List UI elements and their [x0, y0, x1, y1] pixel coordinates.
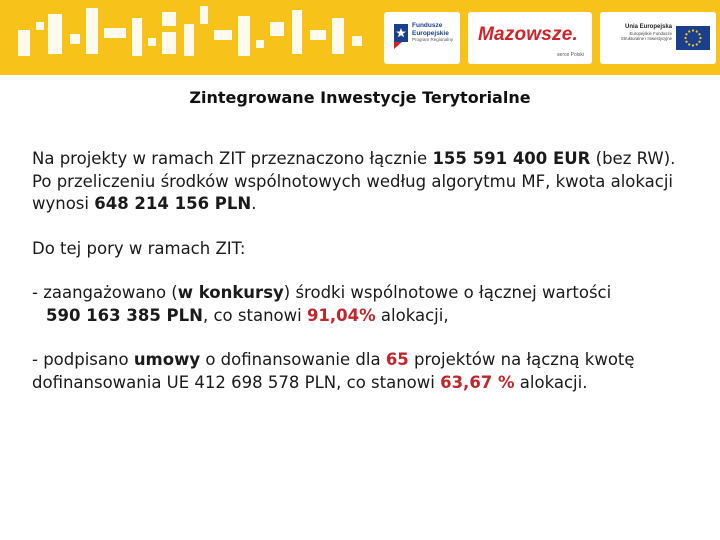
- unia-europejska-logo: [600, 12, 716, 64]
- amount-pln: 648 214 156 PLN: [94, 194, 252, 213]
- p4-text-c: projektów na łączną kwotę dofinansowania UE 412 698 578 PLN, co stanowi: [32, 350, 635, 392]
- p1-text-b: (bez RW). Po przeliczeniu środków wspólnotowych według algorytmu MF, kwota alokacji wynosi: [32, 149, 676, 213]
- p3-bold: w konkursy: [177, 283, 284, 302]
- mazowsze-wordmark: Mazowsze.: [478, 24, 578, 45]
- p3-text-b: ) środki wspólnotowe o łącznej wartości: [283, 283, 612, 302]
- p1-text-a: Na projekty w ramach ZIT przeznaczono łącznie: [32, 149, 433, 168]
- p1-text-c: .: [251, 194, 257, 213]
- paragraph-allocation: [32, 148, 692, 216]
- amount-eur: 155 591 400 EUR: [432, 149, 591, 168]
- mazowsze-logo: [468, 12, 592, 64]
- fe-line3: Program Regionalny: [412, 37, 454, 42]
- ue-line3: Strukturalne i Inwestycyjne: [620, 36, 672, 42]
- fe-line1: Fundusze: [412, 22, 443, 29]
- project-count: 65: [385, 350, 409, 369]
- p4-text-d: alokacji.: [514, 372, 588, 392]
- p3-text-c: , co stanowi: [202, 305, 307, 325]
- header-band: [0, 0, 720, 75]
- p4-text-a: - podpisano: [32, 350, 134, 369]
- fundusze-europejskie-logo: [384, 12, 460, 64]
- mazowsze-tagline: serce Polski: [557, 52, 584, 58]
- paragraph-engaged: [32, 282, 692, 327]
- fe-line2: Europejskie: [412, 29, 449, 37]
- slide-title: Zintegrowane Inwestycje Terytorialne: [189, 88, 531, 107]
- p3-text-a: - zaangażowano (: [32, 283, 178, 302]
- slide-content: [32, 148, 692, 394]
- p4-text-b: o dofinansowanie dla: [200, 350, 386, 369]
- eu-flag-icon: [676, 26, 710, 50]
- decorative-pattern: [0, 0, 380, 75]
- pct-engaged: 91,04%: [306, 305, 376, 325]
- paragraph-intro: Do tej pory w ramach ZIT:: [32, 238, 246, 258]
- p4-bold: umowy: [133, 350, 201, 369]
- ue-line2: Europejskie Fundusze: [629, 31, 672, 36]
- p3-text-d: alokacji,: [375, 305, 449, 325]
- amount-engaged: 590 163 385 PLN: [46, 305, 203, 325]
- fe-star-icon: [390, 22, 410, 50]
- pct-contracted: 63,67 %: [440, 372, 515, 392]
- paragraph-contracts: [32, 349, 692, 394]
- ue-line1: Unia Europejska: [624, 24, 672, 30]
